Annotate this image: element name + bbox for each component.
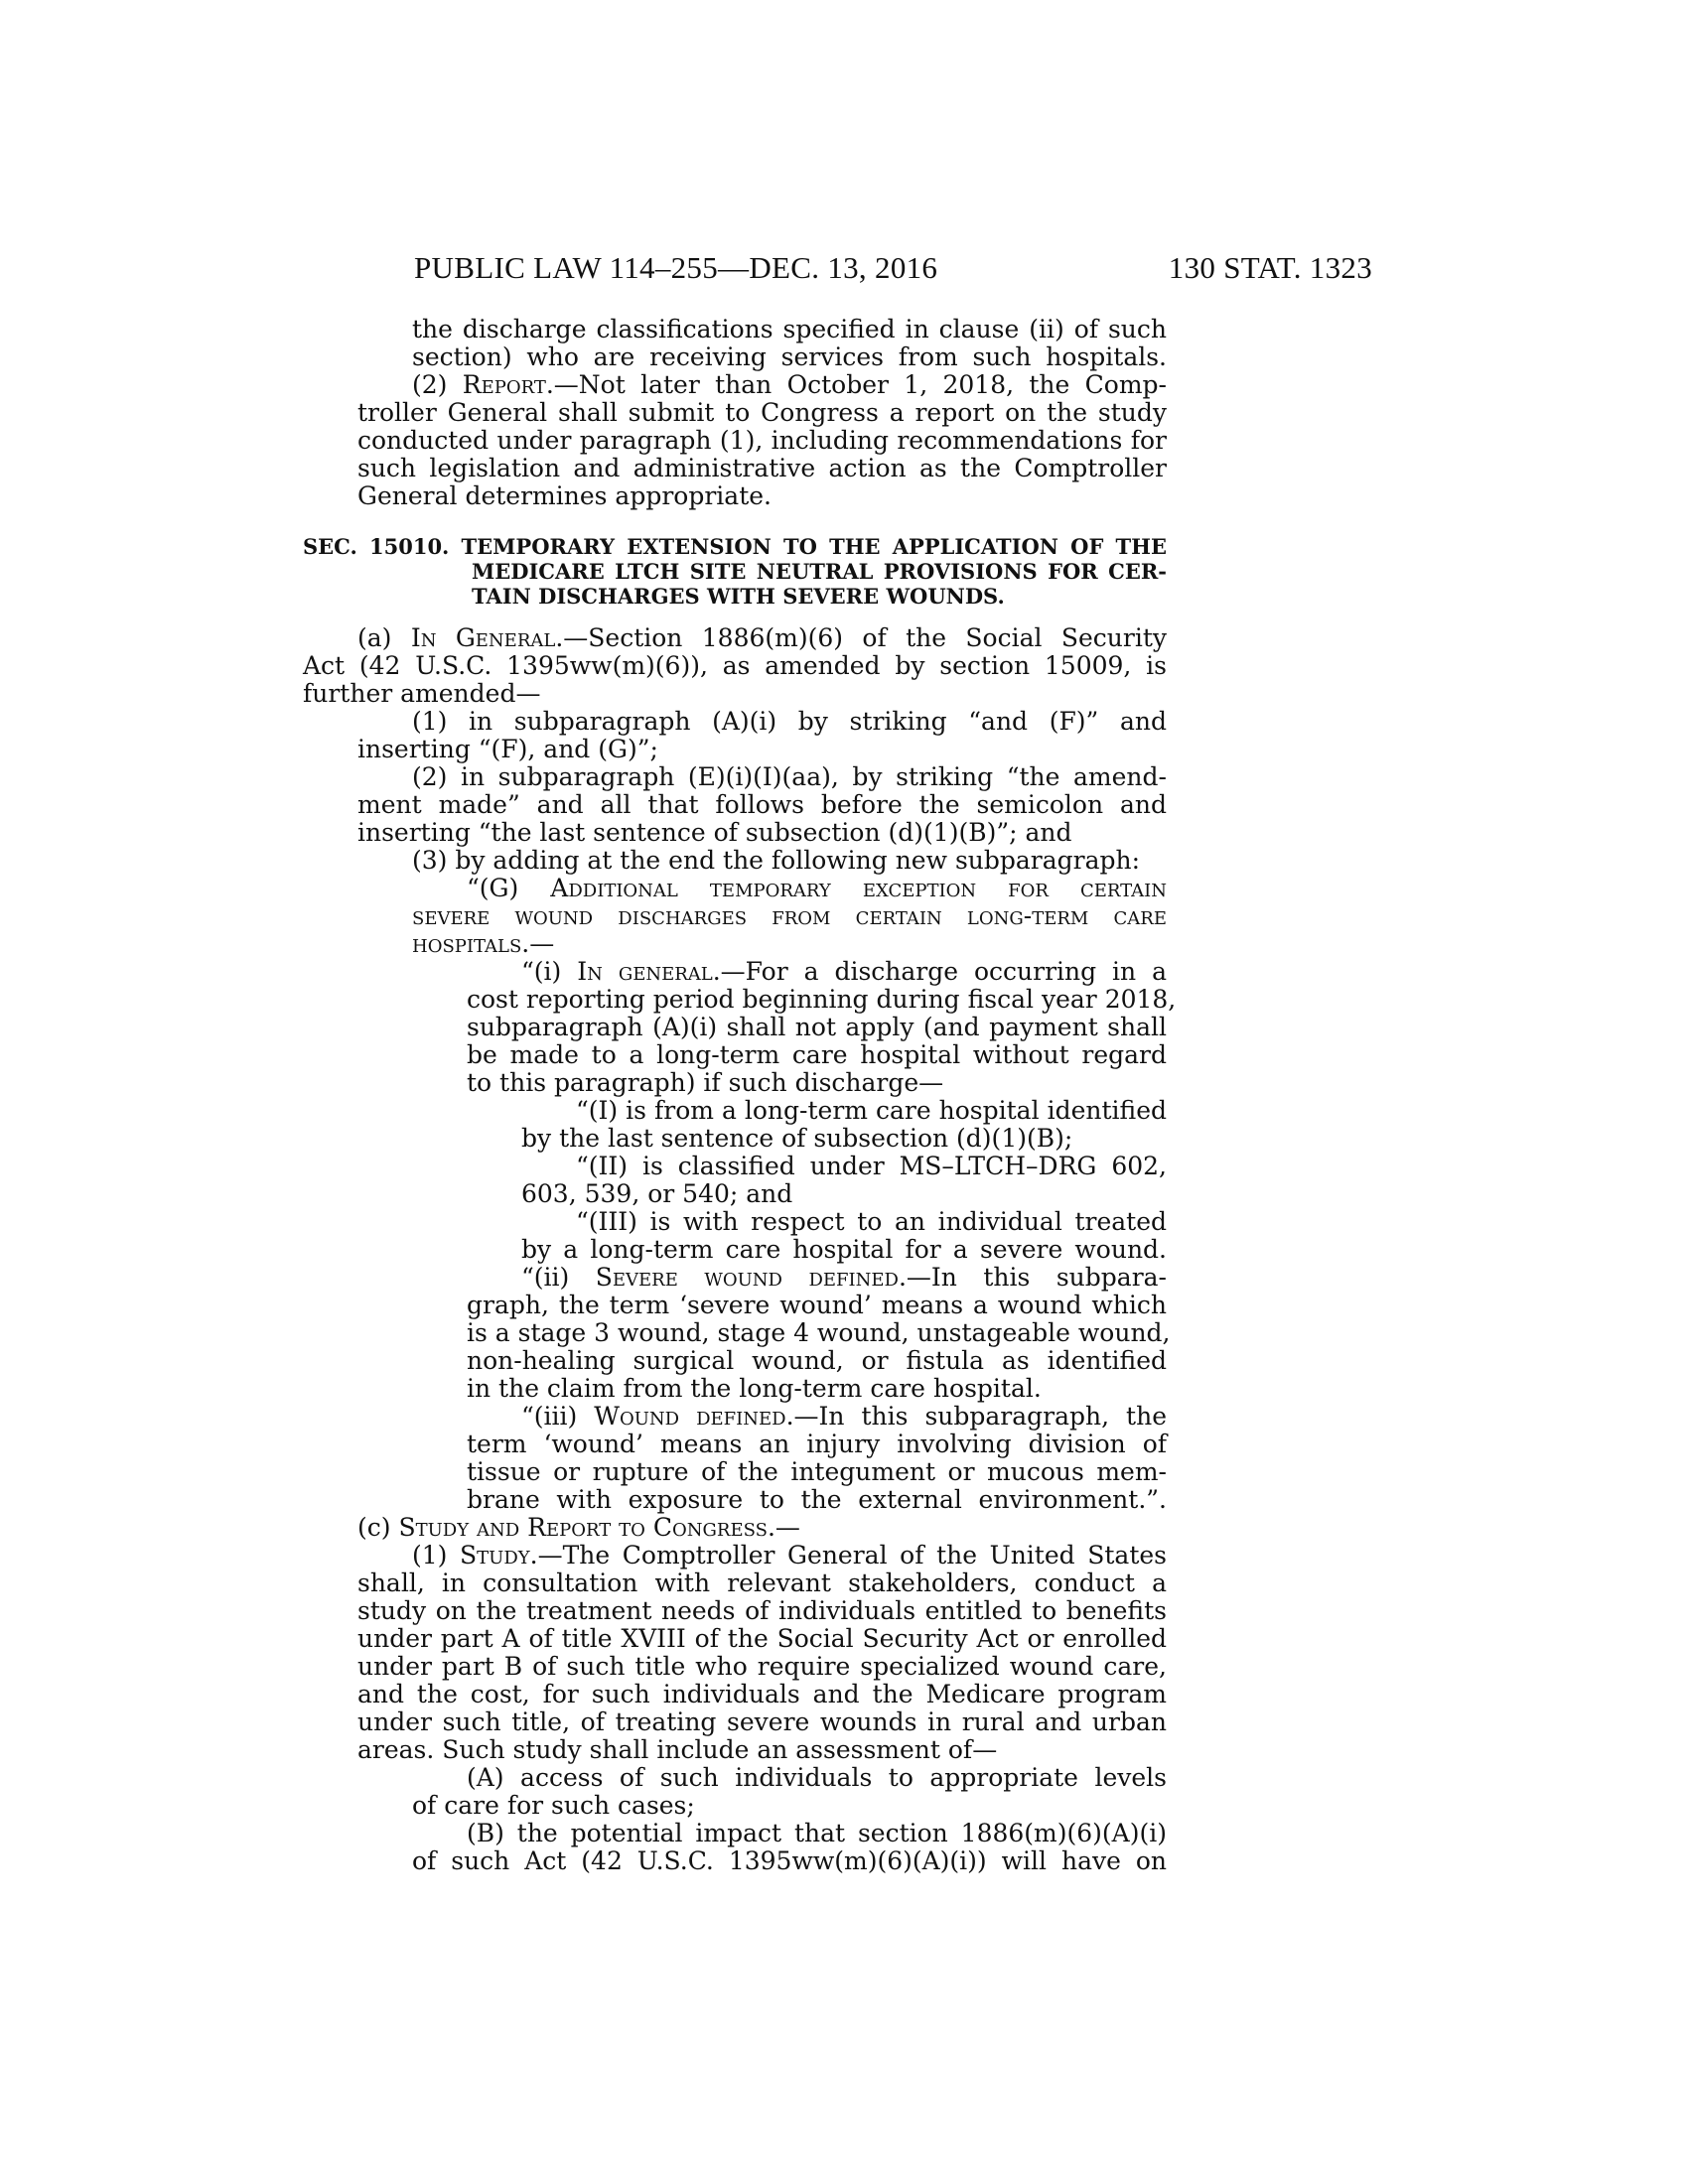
section-heading-line: TAIN DISCHARGES WITH SEVERE WOUNDS. — [472, 584, 1005, 609]
body-line: study on the treatment needs of individuals entitled to benefits — [357, 1596, 1167, 1625]
clause-heading: Severe wound defined — [595, 1263, 899, 1292]
body-line: 603, 539, or 540; and — [521, 1179, 793, 1208]
subsection-a-heading — [357, 624, 1167, 652]
subsection-heading: Study and Report to Congress — [398, 1513, 768, 1542]
body-line: “(III) is with respect to an individual treated — [576, 1207, 1167, 1236]
body-line: “(II) is classified under MS–LTCH–DRG 602, — [576, 1152, 1167, 1180]
body-line: section) who are receiving services from such hospitals. — [412, 342, 1167, 371]
body-line: troller General shall submit to Congress a report on the study — [357, 398, 1167, 427]
clause-number: “(i) — [521, 957, 562, 986]
body-line: such legislation and administrative action as the Comptroller — [357, 454, 1167, 482]
body-line: under part B of such title who require specialized wound care, — [357, 1652, 1167, 1681]
body-line: under part A of title XVIII of the Social Security Act or enrolled — [357, 1624, 1167, 1653]
subsection-number: (c) — [357, 1513, 391, 1542]
clause-heading: In general — [577, 957, 713, 986]
body-line: the discharge classifications specified in clause (ii) of such — [412, 315, 1167, 343]
clause-heading: Wound defined — [594, 1402, 786, 1431]
body-line: (3) by adding at the end the following new subparagraph: — [412, 846, 1141, 875]
body-text: .—In this subpara- — [898, 1263, 1167, 1292]
body-line: is a stage 3 wound, stage 4 wound, unstageable wound, — [467, 1318, 1171, 1347]
report-paragraph-heading — [412, 371, 1167, 399]
body-line: (A) access of such individuals to appropriate levels — [467, 1763, 1167, 1792]
subparagraph-g-heading: hospitals.— — [412, 929, 555, 958]
body-line: areas. Such study shall include an assessment of— — [357, 1735, 998, 1764]
body-line: cost reporting period beginning during fiscal year 2018, — [467, 985, 1177, 1014]
body-line: “(I) is from a long-term care hospital identified — [576, 1096, 1167, 1125]
body-line: non-healing surgical wound, or fistula as identified — [467, 1346, 1167, 1375]
body-line: (B) the potential impact that section 1886(m)(6)(A)(i) — [467, 1819, 1167, 1847]
body-line: subparagraph (A)(i) shall not apply (and payment shall — [467, 1013, 1167, 1041]
page-number: 130 STAT. 1323 — [1168, 250, 1372, 285]
body-line: of care for such cases; — [412, 1791, 695, 1820]
clause-number: “(iii) — [521, 1402, 578, 1431]
paragraph-1-heading — [412, 1542, 1167, 1570]
body-line: brane with exposure to the external environment.”. — [467, 1485, 1167, 1514]
body-text: .—Section 1886(m)(6) of the Social Security — [555, 623, 1168, 652]
subparagraph-g-heading: severe wound discharges from certain long-term care — [412, 901, 1167, 930]
body-line: further amended— — [303, 679, 541, 708]
running-head: PUBLIC LAW 114–255—DEC. 13, 2016 — [414, 250, 938, 285]
section-heading-line: SEC. 15010. TEMPORARY EXTENSION TO THE APPLICATION OF THE — [303, 534, 1167, 559]
paragraph-number: (2) — [412, 370, 448, 399]
body-line: be made to a long-term care hospital without regard — [467, 1040, 1167, 1069]
clause-i-heading — [521, 958, 1167, 986]
body-text: .—The Comptroller General of the United States — [529, 1541, 1167, 1570]
body-line: of such Act (42 U.S.C. 1395ww(m)(6)(A)(i)) will have on — [412, 1846, 1167, 1875]
subsection-number: (a) — [357, 623, 392, 652]
subsection-c-heading — [357, 1514, 800, 1542]
body-line: by the last sentence of subsection (d)(1)(B); — [521, 1124, 1073, 1153]
subparagraph-g-heading: “(G) Additional temporary exception for certain — [467, 874, 1167, 902]
body-line: conducted under paragraph (1), including recommendations for — [357, 426, 1167, 455]
subsection-heading: In General — [410, 623, 556, 652]
body-line: inserting “the last sentence of subsection (d)(1)(B)”; and — [357, 818, 1072, 847]
body-line: graph, the term ‘severe wound’ means a wound which — [467, 1291, 1167, 1319]
body-text: .—For a discharge occurring in a — [712, 957, 1167, 986]
body-text: .—Not later than October 1, 2018, the Comp- — [545, 370, 1168, 399]
body-line: to this paragraph) if such discharge— — [467, 1068, 944, 1097]
section-heading-line: MEDICARE LTCH SITE NEUTRAL PROVISIONS FOR CER- — [472, 559, 1167, 584]
paragraph-heading: Report — [462, 370, 546, 399]
body-line: shall, in consultation with relevant stakeholders, conduct a — [357, 1569, 1167, 1597]
clause-number: “(ii) — [521, 1263, 570, 1292]
body-line: in the claim from the long-term care hospital. — [467, 1374, 1042, 1403]
body-line: ment made” and all that follows before the semicolon and — [357, 790, 1167, 819]
paragraph-number: (1) — [412, 1541, 448, 1570]
clause-iii-heading — [521, 1403, 1167, 1431]
paragraph-heading: Study — [460, 1541, 530, 1570]
body-line: term ‘wound’ means an injury involving division of — [467, 1430, 1167, 1458]
clause-ii-heading — [521, 1264, 1167, 1292]
body-line: tissue or rupture of the integument or mucous mem- — [467, 1457, 1167, 1486]
body-text: .— — [767, 1513, 800, 1542]
body-line: (1) in subparagraph (A)(i) by striking “and (F)” and — [412, 707, 1167, 736]
body-line: General determines appropriate. — [357, 481, 772, 510]
body-line: and the cost, for such individuals and the Medicare program — [357, 1680, 1167, 1708]
body-line: (2) in subparagraph (E)(i)(I)(aa), by striking “the amend- — [412, 762, 1167, 791]
body-line: by a long-term care hospital for a severe wound. — [521, 1235, 1167, 1264]
body-text: .—In this subparagraph, the — [785, 1402, 1167, 1431]
body-line: under such title, of treating severe wounds in rural and urban — [357, 1707, 1167, 1736]
body-line: Act (42 U.S.C. 1395ww(m)(6)), as amended by section 15009, is — [303, 651, 1167, 680]
body-line: inserting “(F), and (G)”; — [357, 735, 658, 763]
